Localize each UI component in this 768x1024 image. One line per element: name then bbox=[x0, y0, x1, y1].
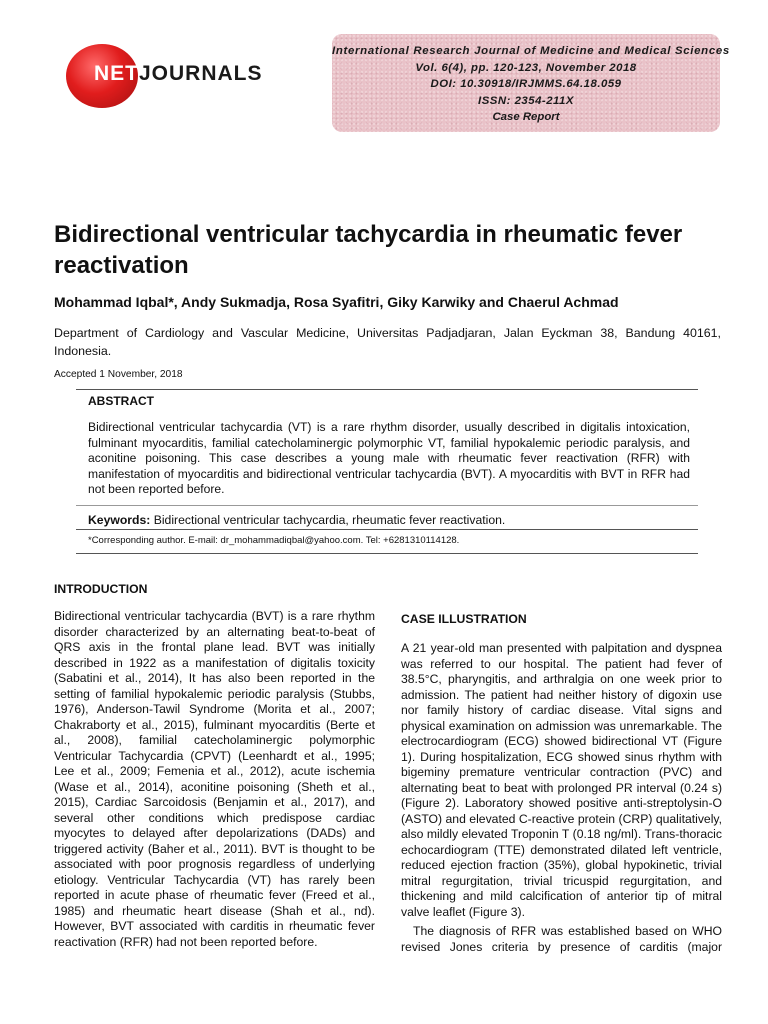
article-type: Case Report bbox=[492, 111, 560, 124]
introduction-text: Bidirectional ventricular tachycardia (BVT) is a rare rhythm disorder characterized by an alternating beat-to-beat of QRS axis in the frontal plane lead. BVT was initially described in 1922 as a manifestation of digitalis toxicity (Sabatini et al., 2014), It has also been reported in the setting of familial hypokalemic periodic paralysis (Stubbs, 1976), Anderson-Tawil Syndrome (Morita et al., 2007; Chakraborty et al., 2015), fulminant myocarditis (Berte et al., 2008), familial catecholaminergic polymorphic Ventricular Tachycardia (CPVT) (Leenhardt et al., 1995; Lee et al., 2009; Femenia et al., 2012), acute ischemia (Wase et al., 2014), aconitine poisoning (Sheth et al., 2015), Cardiac Sarcoidosis (Benjamin et al., 2017), and several other conditions which predispose cardiac myocytes to delayed after depolarizations (DADs) and triggered activity (Baher et al., 2011). BVT is thought to be associated with poor prognosis regardless of underlying etiology. Ventricular Tachycardia (VT) has rarely been reported in acute phase of rheumatic fever (Freed et al., 1985) and rheumatic heart disease (Shah et al., nd). However, BVT associated with carditis in rheumatic fever reactivation (RFR) had not been reported before. bbox=[54, 609, 375, 949]
author-list: Mohammad Iqbal*, Andy Sukmadja, Rosa Syafitri, Giky Karwiky and Chaerul Achmad bbox=[54, 294, 619, 310]
abstract-top-rule bbox=[76, 389, 698, 390]
journal-volume: Vol. 6(4), pp. 120-123, November 2018 bbox=[415, 61, 637, 74]
article-title: Bidirectional ventricular tachycardia in rheumatic fever reactivation bbox=[54, 221, 683, 279]
corresponding-rule bbox=[76, 553, 698, 554]
netjournals-logo bbox=[64, 44, 264, 108]
introduction-heading: INTRODUCTION bbox=[54, 582, 148, 596]
keywords bbox=[88, 513, 505, 527]
accepted-date: Accepted 1 November, 2018 bbox=[54, 369, 183, 380]
journal-info-box bbox=[332, 34, 730, 132]
case-illustration-heading: CASE ILLUSTRATION bbox=[401, 612, 527, 626]
keywords-label: Keywords: bbox=[88, 513, 151, 527]
logo-text-journals: JOURNALS bbox=[139, 62, 263, 85]
corresponding-author: *Corresponding author. E-mail: dr_mohammadiqbal@yahoo.com. Tel: +6281310114128. bbox=[88, 535, 460, 546]
journal-issn: ISSN: 2354-211X bbox=[478, 94, 574, 107]
case-illustration-text-2: The diagnosis of RFR was established based on WHO revised Jones criteria by presence of carditis (major bbox=[401, 924, 722, 954]
journal-name: International Research Journal of Medicine and Medical Sciences bbox=[332, 45, 730, 57]
logo-text bbox=[94, 62, 263, 86]
logo-text-net: NET bbox=[94, 62, 139, 85]
abstract-text: Bidirectional ventricular tachycardia (VT) is a rare rhythm disorder, usually described in digitalis intoxication, fulminant myocarditis, familial catecholaminergic polymorphic VT, familial hypokalemic periodic paralysis, and aconitine poisoning. This case describes a young male with rheumatic fever reactivation (RFR) with manifestation of myocarditis and bidirectional ventricular tachycardia (BVT). A myocarditis with BVT in RFR had not been reported before. bbox=[88, 420, 690, 496]
keywords-text: Bidirectional ventricular tachycardia, rheumatic fever reactivation. bbox=[150, 513, 506, 527]
case-illustration-text: A 21 year-old man presented with palpitation and dyspnea was referred to our hospital. The patient had fever of 38.5°C, pharyngitis, and arthralgia on one week prior to admission. The patient had neither history of digoxin use nor family history of cardiac disease. Vital signs and physical examination on admission was unremarkable. The electrocardiogram (ECG) showed bidirectional VT (Figure 1). During hospitalization, ECG showed sinus rhythm with bigeminy premature ventricular contraction (PVC) and alternating beat to beat with prolonged PR interval (0.24 s) (Figure 2). Laboratory showed positive anti-streptolysin-O (ASTO) and elevated C-reactive protein (CRP) qualitatively, also mildly elevated Troponin T (0.18 ng/ml). Trans-thoracic echocardiogram (TTE) demonstrated dilated left ventricle, reduced ejection fraction (35%), global hypokinetic, trivial mitral regurgitation, trivial tricuspid regurgitation, and thickening and mild calcification of anterior tip of mitral valve leaflet (Figure 3). bbox=[401, 641, 722, 919]
abstract-separator bbox=[76, 505, 698, 506]
affiliation: Department of Cardiology and Vascular Medicine, Universitas Padjadjaran, Jalan Eyckman 38, Bandung 40161, Indonesia. bbox=[54, 326, 721, 358]
keywords-rule bbox=[76, 529, 698, 530]
journal-doi: DOI: 10.30918/IRJMMS.64.18.059 bbox=[430, 78, 622, 91]
abstract-heading: ABSTRACT bbox=[88, 394, 154, 408]
